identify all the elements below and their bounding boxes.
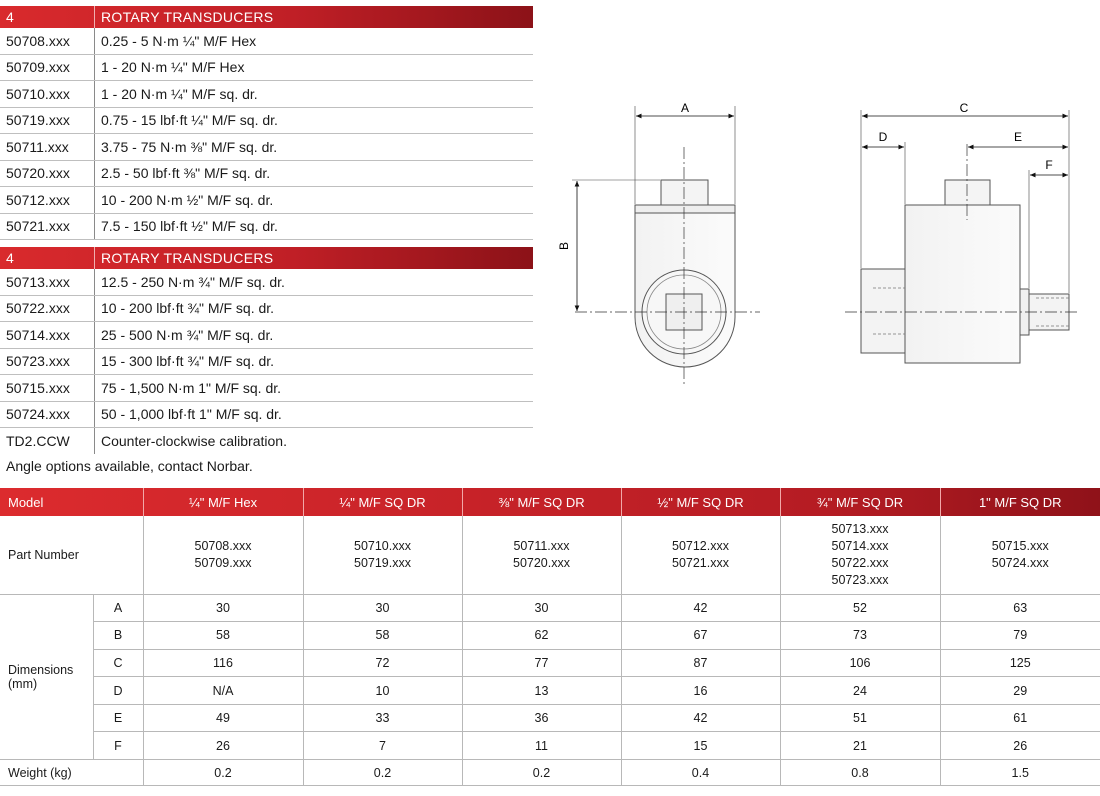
part-number: 50712.xxx <box>672 538 729 553</box>
part-code: 50715.xxx <box>0 375 95 401</box>
part-number-cell <box>303 516 462 594</box>
part-description: 50 - 1,000 lbf·ft 1" M/F sq. dr. <box>101 406 282 423</box>
dimension-value: 16 <box>621 677 780 705</box>
dimension-value: 51 <box>780 704 940 732</box>
part-code: 50714.xxx <box>0 322 95 348</box>
part-number-cell <box>621 516 780 594</box>
dimension-letter: C <box>93 649 143 677</box>
parts-row <box>0 187 533 214</box>
dimension-value: 30 <box>143 594 303 622</box>
weight-value: 1.5 <box>940 760 1100 786</box>
dimension-value: 116 <box>143 649 303 677</box>
dimension-row <box>0 732 1100 760</box>
weight-value: 0.4 <box>621 760 780 786</box>
dimensions-label-line: (mm) <box>8 676 38 691</box>
dimension-value: 77 <box>462 649 621 677</box>
part-description: 75 - 1,500 N·m 1" M/F sq. dr. <box>101 379 282 396</box>
column-header-size: ¼" M/F SQ DR <box>303 488 462 516</box>
dim-label-e: E <box>1013 130 1023 144</box>
part-code: 50723.xxx <box>0 349 95 375</box>
part-code: 50713.xxx <box>0 269 95 295</box>
part-number: 50724.xxx <box>991 555 1049 570</box>
section-title: ROTARY TRANSDUCERS <box>101 250 274 266</box>
weight-label: Weight (kg) <box>0 760 143 786</box>
parts-row <box>0 296 533 323</box>
dimension-value: 63 <box>940 594 1100 622</box>
parts-table-header <box>0 6 533 28</box>
dimension-letter: E <box>93 704 143 732</box>
parts-row <box>0 428 533 454</box>
dimension-value: 49 <box>143 704 303 732</box>
parts-row <box>0 402 533 429</box>
part-code: 50708.xxx <box>0 28 95 54</box>
column-header-size: ⅜" M/F SQ DR <box>462 488 621 516</box>
part-number: 50709.xxx <box>194 555 252 570</box>
part-description: 25 - 500 N·m ¾" M/F sq. dr. <box>101 326 274 343</box>
part-code: 50712.xxx <box>0 187 95 213</box>
part-code: 50719.xxx <box>0 108 95 134</box>
dim-label-c: C <box>959 101 969 115</box>
dim-label-f: F <box>1045 158 1053 172</box>
part-number-cell <box>940 516 1100 594</box>
part-description: 0.25 - 5 N·m ¼" M/F Hex <box>101 32 257 49</box>
parts-row <box>0 349 533 376</box>
weight-row <box>0 760 1100 786</box>
parts-row <box>0 81 533 108</box>
column-header-size: ¾" M/F SQ DR <box>780 488 940 516</box>
column-header-size: 1" M/F SQ DR <box>978 494 1062 510</box>
part-code: 50722.xxx <box>0 296 95 322</box>
parts-row <box>0 269 533 296</box>
dimension-value: 36 <box>462 704 621 732</box>
column-header-size: ¼" M/F Hex <box>143 488 303 516</box>
weight-value: 0.2 <box>143 760 303 786</box>
parts-row <box>0 134 533 161</box>
dimension-letter: F <box>93 732 143 760</box>
part-description: 1 - 20 N·m ¼" M/F sq. dr. <box>101 85 258 102</box>
dimension-letter: D <box>93 677 143 705</box>
part-number: 50711.xxx <box>513 538 570 553</box>
weight-value: 0.2 <box>462 760 621 786</box>
front-view-drawing <box>557 101 760 384</box>
dimension-value: 58 <box>303 622 462 650</box>
part-number-cell <box>780 516 940 594</box>
dimension-value: 42 <box>621 594 780 622</box>
part-code: 50710.xxx <box>0 81 95 107</box>
part-description: 12.5 - 250 N·m ¾" M/F sq. dr. <box>101 273 285 290</box>
section-title: ROTARY TRANSDUCERS <box>101 9 274 25</box>
dimension-value: 87 <box>621 649 780 677</box>
dimension-value: 26 <box>940 732 1100 760</box>
part-description: 1 - 20 N·m ¼" M/F Hex <box>101 59 245 76</box>
part-number-cell <box>462 516 621 594</box>
table-header-row <box>0 488 1100 516</box>
parts-list <box>0 6 533 474</box>
dimension-row <box>0 622 1100 650</box>
part-description: 0.75 - 15 lbf·ft ¼" M/F sq. dr. <box>101 112 278 129</box>
part-code: 50720.xxx <box>0 161 95 187</box>
section-number: 4 <box>0 6 95 28</box>
part-description: 15 - 300 lbf·ft ¾" M/F sq. dr. <box>101 353 275 370</box>
parts-row <box>0 375 533 402</box>
part-code: TD2.CCW <box>0 428 95 454</box>
column-header-size: ½" M/F SQ DR <box>621 488 780 516</box>
part-description: 2.5 - 50 lbf·ft ⅜" M/F sq. dr. <box>101 165 271 182</box>
part-description: 10 - 200 N·m ½" M/F sq. dr. <box>101 191 274 208</box>
part-number: 50723.xxx <box>831 572 889 587</box>
dimension-value: 61 <box>940 704 1100 732</box>
part-number: 50720.xxx <box>513 555 570 570</box>
dimension-value: 42 <box>621 704 780 732</box>
part-number: 50722.xxx <box>831 555 889 570</box>
dimension-value: 58 <box>143 622 303 650</box>
part-description: Counter-clockwise calibration. <box>101 432 287 449</box>
dimension-value: 24 <box>780 677 940 705</box>
dimension-value: 125 <box>940 649 1100 677</box>
dimensions-label <box>0 594 93 760</box>
weight-value: 0.8 <box>780 760 940 786</box>
dimension-value: 15 <box>621 732 780 760</box>
column-header-model: Model <box>0 488 143 516</box>
part-number: 50708.xxx <box>194 538 252 553</box>
dimension-letter: B <box>93 622 143 650</box>
part-code: 50724.xxx <box>0 402 95 428</box>
part-number-row <box>0 516 1100 594</box>
dimension-value: N/A <box>143 677 303 705</box>
parts-table-2 <box>0 247 533 454</box>
angle-options-note: Angle options available, contact Norbar. <box>6 457 253 474</box>
dimension-value: 10 <box>303 677 462 705</box>
dimension-value: 21 <box>780 732 940 760</box>
dim-label-b: B <box>557 241 571 251</box>
dimensions-table <box>0 488 1100 786</box>
parts-row <box>0 161 533 188</box>
dimension-letter: A <box>93 594 143 622</box>
dimension-row <box>0 677 1100 705</box>
dimension-row <box>0 704 1100 732</box>
part-description: 7.5 - 150 lbf·ft ½" M/F sq. dr. <box>101 218 278 235</box>
dim-label-a: A <box>680 101 690 115</box>
dimension-value: 7 <box>303 732 462 760</box>
dimension-value: 106 <box>780 649 940 677</box>
part-code: 50711.xxx <box>0 134 95 160</box>
part-code: 50709.xxx <box>0 55 95 81</box>
section-number: 4 <box>0 247 95 269</box>
part-number: 50721.xxx <box>672 555 729 570</box>
dimension-value: 72 <box>303 649 462 677</box>
parts-table-1 <box>0 6 533 240</box>
part-number-cell <box>143 516 303 594</box>
dimension-value: 67 <box>621 622 780 650</box>
part-number: 50710.xxx <box>354 538 411 553</box>
dimension-value: 52 <box>780 594 940 622</box>
dimension-value: 26 <box>143 732 303 760</box>
part-description: 10 - 200 lbf·ft ¾" M/F sq. dr. <box>101 300 275 317</box>
parts-row <box>0 108 533 135</box>
dimension-drawings <box>550 92 1100 392</box>
weight-value: 0.2 <box>303 760 462 786</box>
dimension-value: 62 <box>462 622 621 650</box>
part-code: 50721.xxx <box>0 214 95 240</box>
part-number: 50714.xxx <box>831 538 889 553</box>
dimension-row <box>0 594 1100 622</box>
dimension-value: 29 <box>940 677 1100 705</box>
dimension-value: 30 <box>303 594 462 622</box>
parts-row <box>0 214 533 241</box>
part-number: 50713.xxx <box>831 521 889 536</box>
parts-row <box>0 28 533 55</box>
dimension-value: 33 <box>303 704 462 732</box>
dimension-row <box>0 649 1100 677</box>
part-number-label: Part Number <box>0 516 143 594</box>
dim-label-d: D <box>878 130 888 144</box>
dimension-value: 30 <box>462 594 621 622</box>
dimension-value: 79 <box>940 622 1100 650</box>
parts-row <box>0 55 533 82</box>
part-description: 3.75 - 75 N·m ⅜" M/F sq. dr. <box>101 138 278 155</box>
part-number: 50715.xxx <box>991 538 1049 553</box>
part-number: 50719.xxx <box>354 555 411 570</box>
dimension-value: 11 <box>462 732 621 760</box>
dimension-value: 13 <box>462 677 621 705</box>
parts-row <box>0 322 533 349</box>
dimension-value: 73 <box>780 622 940 650</box>
dimensions-label-line: Dimensions <box>8 662 74 677</box>
side-view-drawing <box>845 101 1080 363</box>
parts-table-header <box>0 247 533 269</box>
